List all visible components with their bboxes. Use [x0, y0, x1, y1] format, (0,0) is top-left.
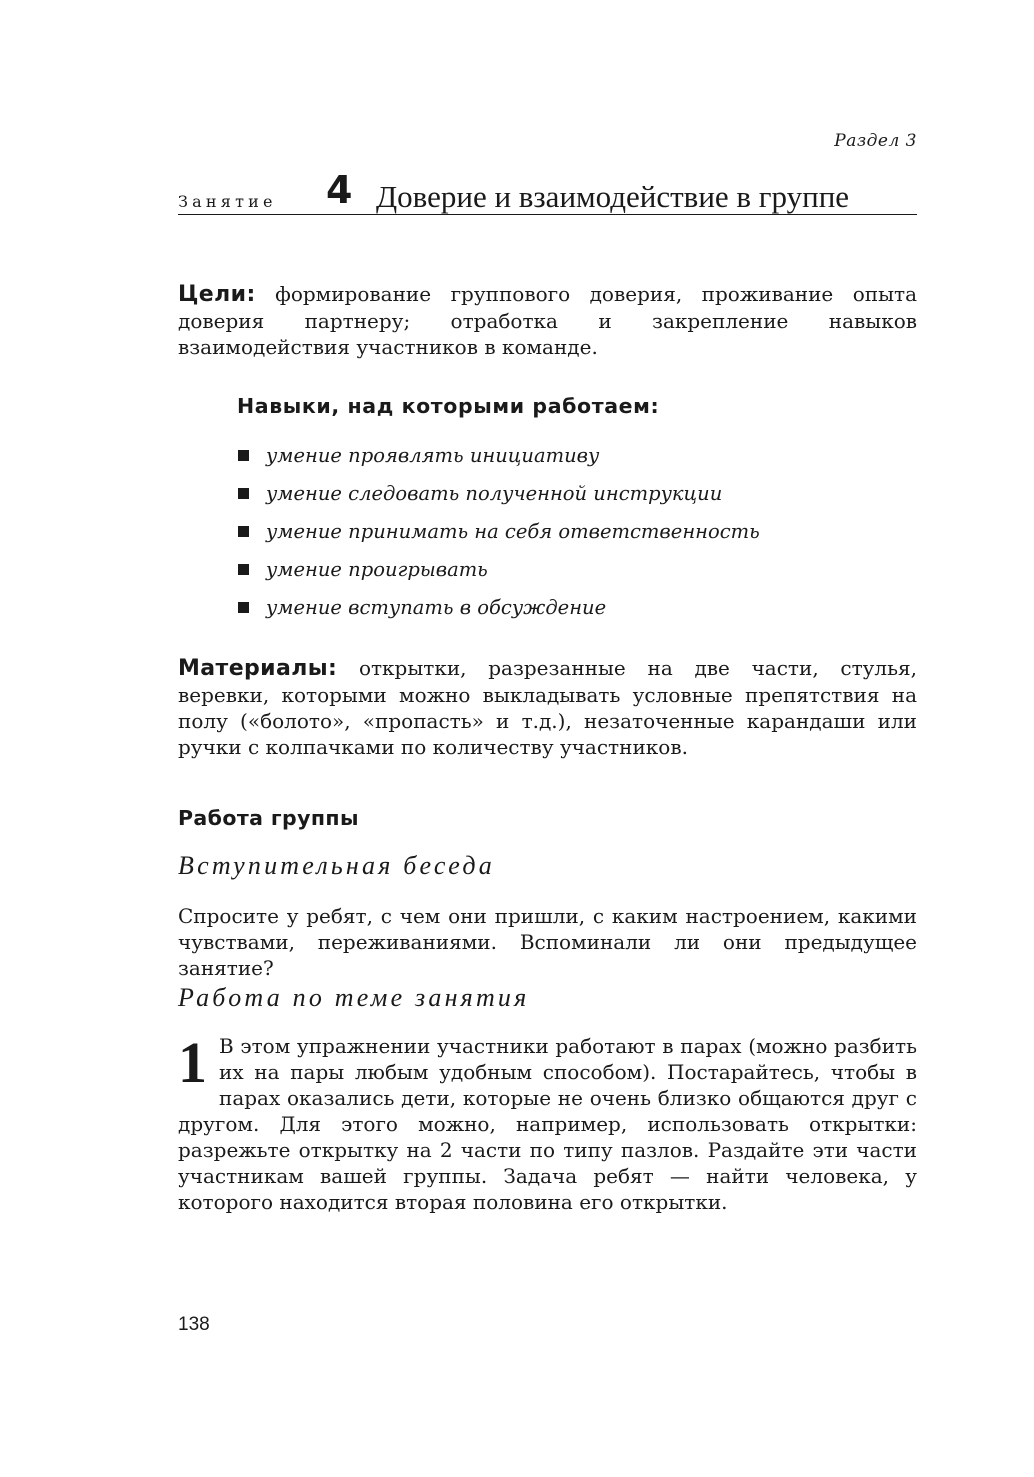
exercise-text: В этом упражнении участники работают в парах (можно разбить их на пары любым удобным способом). Постарайтесь, чтобы в парах оказались дети, которые не очень близко общаются друг с другом. Для этого можно, например, использовать открытки: разрежьте открытку на 2 части по типу пазлов. Раздайте эти части участникам вашей группы. Задача ребят — найти человека, у которого находится вторая половина его открытки. — [178, 1034, 917, 1214]
exercise-number: 1 — [178, 1030, 207, 1095]
goals-label: Цели: — [178, 282, 256, 307]
square-bullet-icon — [238, 450, 249, 461]
square-bullet-icon — [238, 488, 249, 499]
list-item: умение принимать на себя ответственность — [237, 512, 760, 550]
lesson-word: Занятие — [178, 192, 277, 211]
skills-heading: Навыки, над которыми работаем: — [237, 394, 660, 418]
materials-text: открытки, разрезанные на две части, стулья, веревки, которыми можно выкладывать условные препятствия на полу («болото», «пропасть» и т.д.), незаточенные карандаши или ручки с колпачками по количеству участников. — [178, 656, 917, 759]
list-item: умение проигрывать — [237, 550, 760, 588]
exercise-paragraph — [178, 1030, 917, 1215]
list-item: умение вступать в обсуждение — [237, 588, 760, 626]
skills-list — [237, 436, 760, 626]
intro-subheading: Вступительная беседа — [178, 851, 495, 880]
work-heading: Работа группы — [178, 806, 359, 830]
goals-paragraph — [178, 281, 917, 360]
intro-paragraph: Спросите у ребят, с чем они пришли, с каким настроением, какими чувствами, переживаниями. Вспоминали ли они предыдущее занятие? — [178, 904, 917, 980]
lesson-header — [178, 168, 917, 215]
section-label: Раздел 3 — [834, 131, 917, 151]
lesson-number: 4 — [326, 168, 353, 212]
square-bullet-icon — [238, 564, 249, 575]
square-bullet-icon — [238, 526, 249, 537]
goals-text: формирование группового доверия, проживание опыта доверия партнеру; отработка и закрепление навыков взаимодействия участников в команде. — [178, 282, 918, 359]
square-bullet-icon — [238, 602, 249, 613]
topic-subheading: Работа по теме занятия — [178, 983, 530, 1012]
list-item: умение проявлять инициативу — [237, 436, 760, 474]
lesson-title: Доверие и взаимодействие в группе — [376, 179, 850, 214]
materials-paragraph — [178, 655, 917, 760]
materials-label: Материалы: — [178, 656, 338, 681]
page-number: 138 — [178, 1314, 210, 1335]
list-item: умение следовать полученной инструкции — [237, 474, 760, 512]
